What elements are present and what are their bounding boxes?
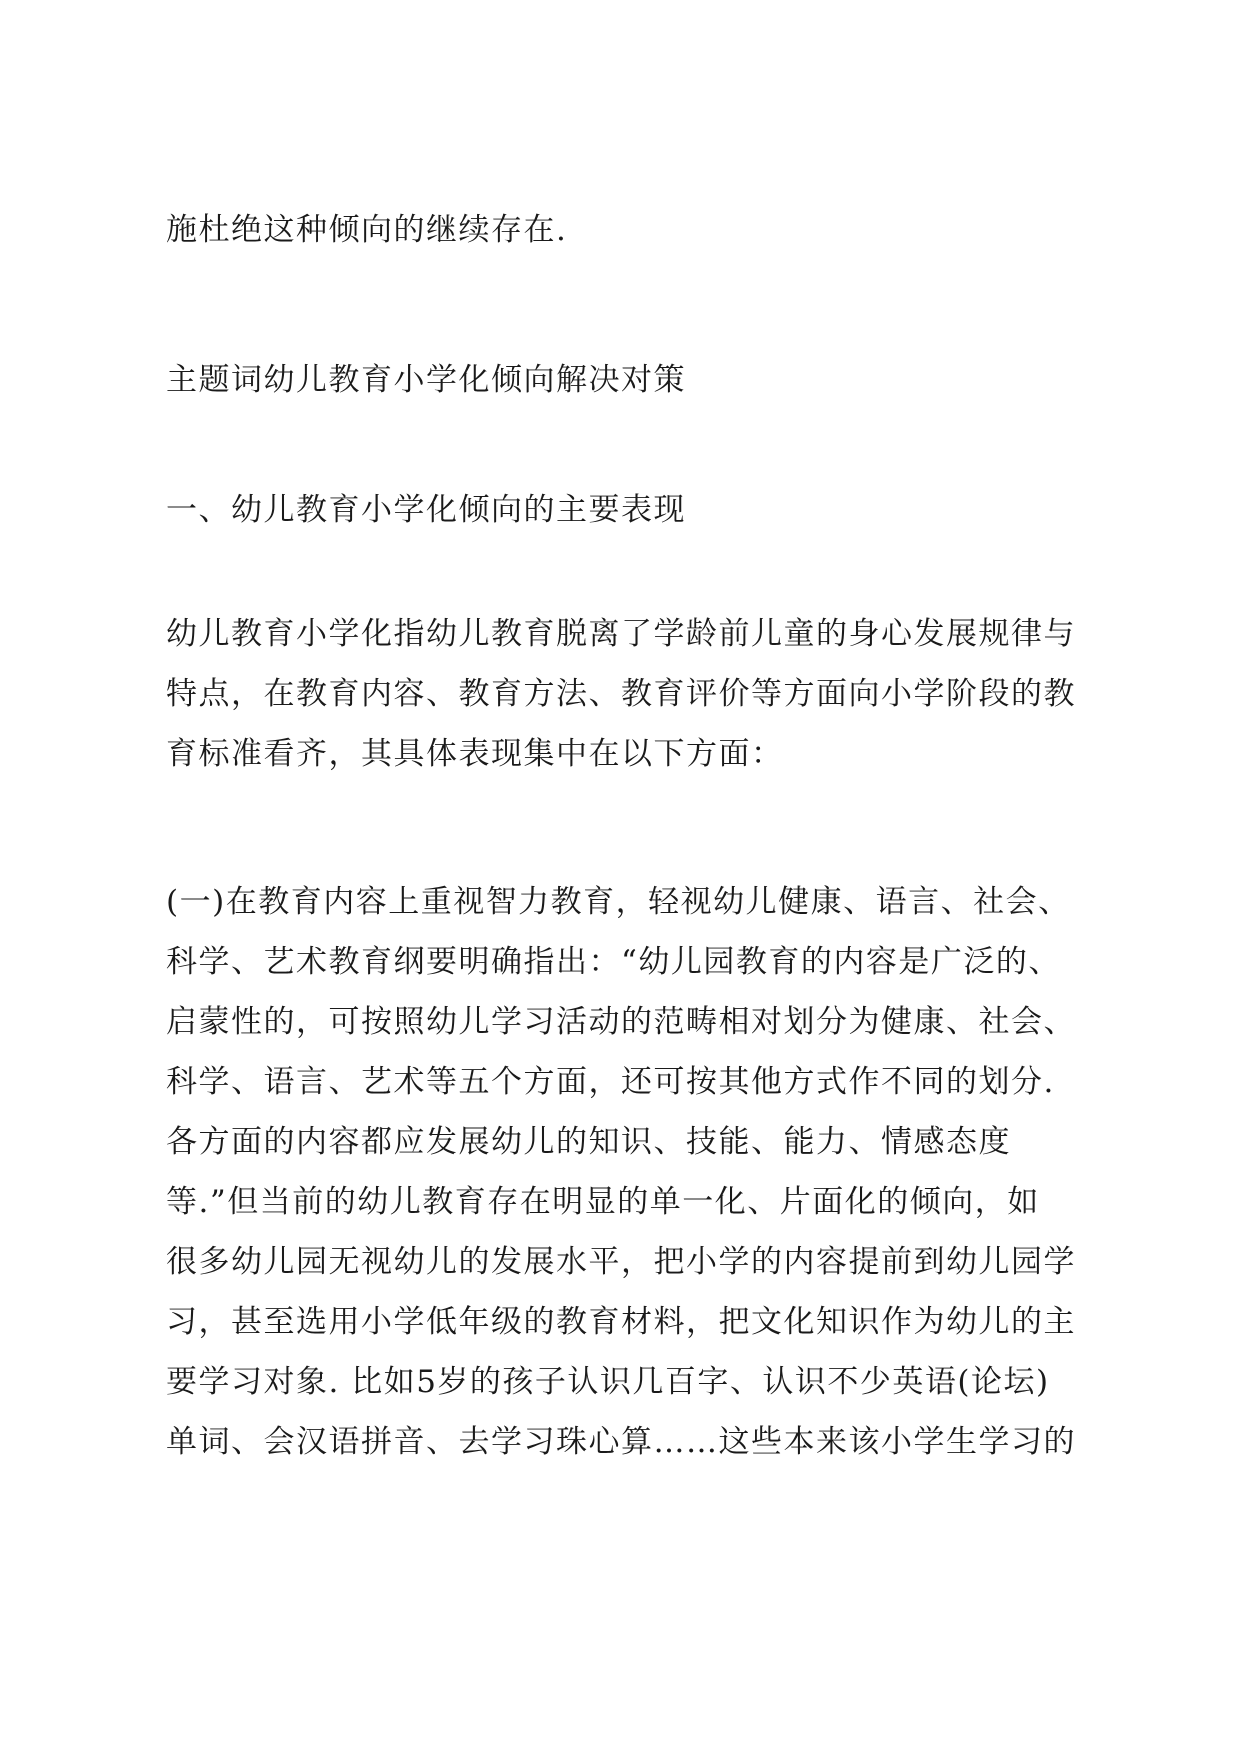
text-line: 很多幼儿园无视幼儿的发展水平，把小学的内容提前到幼儿园学: [166, 1244, 1076, 1280]
text-line: (一)在教育内容上重视智力教育，轻视幼儿健康、语言、社会、: [166, 884, 1071, 920]
text-line: 习，甚至选用小学低年级的教育材料，把文化知识作为幼儿的主: [166, 1304, 1076, 1340]
text-line: 单词、会汉语拼音、去学习珠心算……这些本来该小学生学习的: [166, 1424, 1076, 1460]
text-line: 施杜绝这种倾向的继续存在.: [166, 212, 568, 248]
text-line: 科学、艺术教育纲要明确指出：“幼儿园教育的内容是广泛的、: [166, 944, 1061, 980]
text-line: 要学习对象. 比如5岁的孩子认识几百字、认识不少英语(论坛): [166, 1364, 1050, 1400]
text-line: 等.”但当前的幼儿教育存在明显的单一化、片面化的倾向，如: [166, 1184, 1040, 1220]
text-line: 特点，在教育内容、教育方法、教育评价等方面向小学阶段的教: [166, 676, 1076, 712]
paragraph-continuation: [166, 200, 1096, 260]
text-line: 各方面的内容都应发展幼儿的知识、技能、能力、情感态度: [166, 1124, 1011, 1160]
text-line: 主题词幼儿教育小学化倾向解决对策: [166, 362, 686, 398]
keywords-line: [166, 350, 1096, 410]
text-line: 育标准看齐，其具体表现集中在以下方面：: [166, 736, 784, 772]
text-line: 科学、语言、艺术等五个方面，还可按其他方式作不同的划分.: [166, 1064, 1055, 1100]
text-line: 幼儿教育小学化指幼儿教育脱离了学龄前儿童的身心发展规律与: [166, 616, 1076, 652]
section-heading: [166, 480, 1096, 540]
paragraph-point-one: [166, 872, 1096, 1472]
text-line: 启蒙性的，可按照幼儿学习活动的范畴相对划分为健康、社会、: [166, 1004, 1076, 1040]
paragraph-intro: [166, 604, 1096, 784]
text-line: 一、幼儿教育小学化倾向的主要表现: [166, 492, 686, 528]
